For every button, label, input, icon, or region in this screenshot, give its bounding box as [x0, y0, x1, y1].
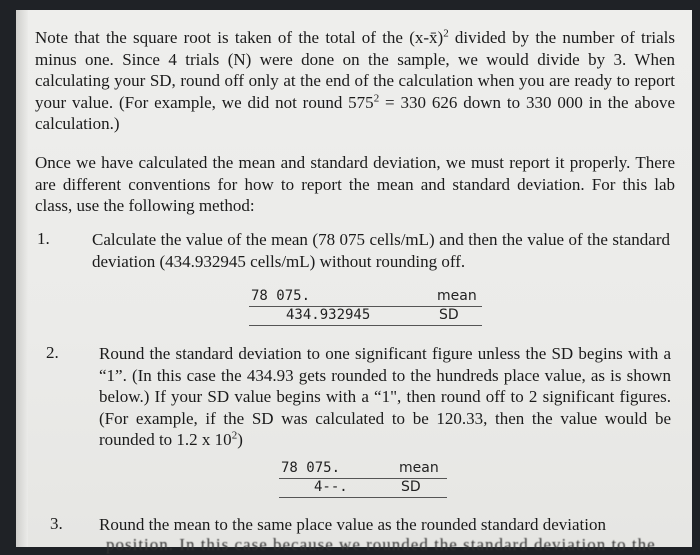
item-1-text: Calculate the value of the mean (78 075 cells/mL) and then the value of the standard deviation (434.932945 cells/mL) without rounding off. — [92, 230, 670, 271]
figure2-underline — [279, 497, 447, 498]
para1-text-b: divided by the number of trials minus one. Since 4 trials (N) were done on the sample, we would divide by 3. When calculating your SD, round off only at the end of the calculation when you are ready to report your value. (For example, we did not round 575 — [35, 28, 675, 112]
item-2-text-a: Round the standard deviation to one significant figure unless the SD begins with a “1”. (In this case the 434.93 gets rounded to the hundreds place value, as is shown below.) If your SD value begins with a “1", then round off to 2 significant figures. (For example, if the SD was calculated to be 120.33, then the value would be rounded to 1.2 x 10 — [99, 344, 671, 449]
item-2-text-b: ) — [237, 430, 243, 449]
paragraph-reporting-method: Once we have calculated the mean and standard deviation, we must report it properly. There are different conventions for how to report the mean and standard deviation. For this lab class, use the following method: — [35, 153, 675, 215]
item-1-number: 1. — [37, 229, 50, 248]
item-2-number: 2. — [46, 343, 59, 362]
page-edge-shadow — [16, 10, 28, 547]
figure1-sd-label: SD — [439, 307, 459, 323]
figure2-sd-value: 4--. — [314, 479, 348, 495]
figure2-divider — [279, 478, 447, 479]
document-page — [16, 10, 692, 554]
figure1-underline — [249, 325, 482, 326]
item-3-cut-off-line — [106, 535, 666, 554]
figure2-sd-label: SD — [401, 479, 421, 495]
para1-text-a: Note that the square root is taken of the total of the (x-x̄) — [35, 28, 444, 47]
item-3-text: Round the mean to the same place value as the rounded standard deviation — [99, 515, 607, 534]
item-2-text — [99, 343, 671, 451]
para1-superscript-a: 2 — [443, 27, 449, 40]
figure2-mean-value: 78 075. — [281, 460, 341, 476]
item-3-cut-text: position. In this case because we rounded the standard deviation to the — [106, 535, 656, 554]
item-2-superscript: 2 — [231, 429, 238, 442]
figure1-mean-label: mean — [437, 288, 477, 304]
figure2-mean-label: mean — [399, 460, 439, 476]
para1-text-c: = 330 626 down to 330 000 in the above calculation.) — [35, 92, 676, 133]
figure1-sd-value: 434.932945 — [286, 307, 371, 323]
paragraph-sqrt-note — [35, 27, 675, 135]
item-3-number: 3. — [50, 514, 63, 533]
para1-superscript-b: 2 — [373, 91, 380, 104]
figure1-mean-value: 78 075. — [251, 288, 311, 304]
